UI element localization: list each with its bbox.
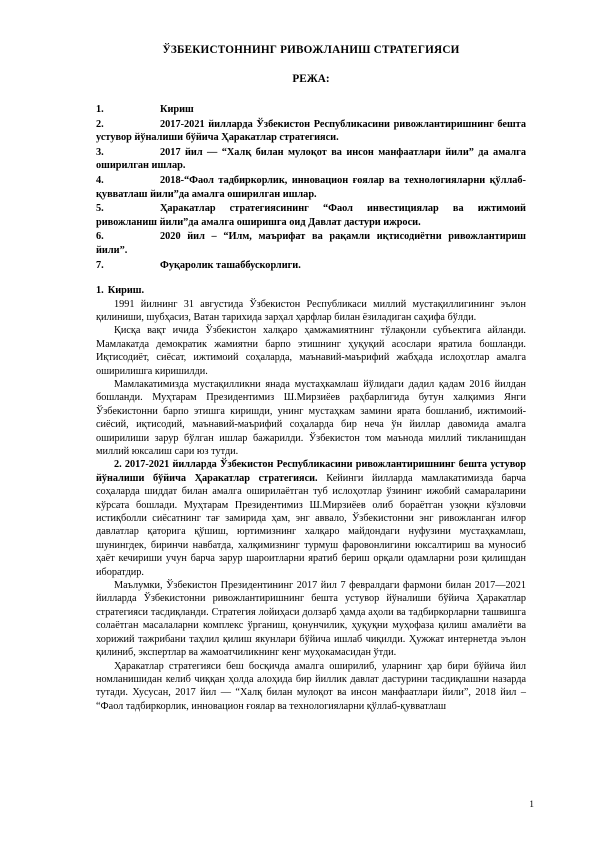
plan-item: [96, 146, 526, 173]
plan-item-text: 2020 йил – “Илм, маърифат ва рақамли иқтисодиётни ривожлантириш йили”.: [96, 231, 526, 256]
plan-item-text: 2017 йил — “Халқ билан мулоқот ва инсон манфаатлари йили” да амалга оширилган ишлар.: [96, 146, 526, 172]
paragraph: Ҳаракатлар стратегияси беш босқичда амалга оширилиб, уларнинг ҳар бири бўйича йил номланишидан келиб чиққан ҳолда алоҳида бир йиллик давлат дастурини тасдиқлашни назарда тутади. Хусусан, 2017 йил — “Халқ билан мулоқот ва инсон манфаатлари йили”, 2018 йил – “Фаол тадбиркорлик, инновацион ғоялар ва технологияларни қўллаб-қувватлаш: [96, 660, 526, 712]
page-number: 1: [529, 800, 534, 810]
section-2-text: Кейинги йилларда мамлакатимизда барча соҳаларда шиддат билан амалга оширилаётган туб ислоҳотлар ўзининг ижобий самараларини кўрсата бошлади. Муҳтарам Президентимиз Ш.Мирзиёев олиб бораётган узоқни кўзловчи истиқболли сиёсатнинг тағ замирида ҳам, энг аввало, Ўзбекистонни энг ривожланган илғор давлатлар қаторига қўшиш, юртимизнинг халқаро майдондаги нуфузини мустаҳкамлаш, шунингдек, биринчи навбатда, халқимизнинг турмуш фаровонлигини юксалтириш ва муносиб ҳаёт кечириши учун барча зарур шароитларни яратиб бериш орқали одамларни рози қилишдан иборатдир.: [96, 472, 526, 578]
plan-item-text: 2018-“Фаол тадбиркорлик, инновацион ғоялар ва технологияларни қўллаб-қувватлаш йили”да амалга оширилган ишлар.: [96, 174, 526, 200]
plan-item: [96, 230, 526, 257]
plan-item-text: 2017-2021 йилларда Ўзбекистон Республикасини ривожлантиришнинг бешта устувор йўналиши бўйича Ҳаракатлар стратегияси.: [96, 118, 526, 144]
plan-list: [96, 103, 526, 272]
plan-heading: РЕЖА:: [292, 73, 330, 85]
plan-item: [96, 103, 526, 117]
paragraph: 1991 йилнинг 31 августида Ўзбекистон Республикаси миллий мустақиллигининг эълон қилиниши, шубҳасиз, Ватан тарихида зарҳал ҳарфлар билан ёзиладиган саҳифа бўлди.: [96, 298, 526, 323]
paragraph: Қисқа вақт ичида Ўзбекистон халқаро ҳамжамиятнинг тўлақонли субъектига айланди. Мамлакатда демократик жамиятни барпо этишнинг ҳуқуқий асослари яратила бошланди. Иқтисодиёт, сиёсат, ижтимоий соҳаларда, маънавий-маърифий жабҳада ислоҳотлар амалга оширилишга киришилди.: [96, 325, 526, 377]
paragraph: Мамлакатимизда мустақилликни янада мустаҳкамлаш йўлидаги дадил қадам 2016 йилдан бошланди. Муҳтарам Президентимиз Ш.Мирзиёев раҳбарлигида бутун халқимиз Янги Ўзбекистонни барпо этишга киришди, унинг мустаҳкам замини ярата бошланиб, ижтимоий-сиёсий, иқтисодий, маънавий-маърифий соҳаларда бир неча ўн йиллар давомида амалга оширилиши зарур бўлган ишлар бажарилди. Ўзбекистон том маънода миллий тикланишдан миллий юксалиш сари юз тутди.: [96, 378, 526, 457]
plan-item-text: Ҳаракатлар стратегиясининг “Фаол инвестициялар ва ижтимоий ривожланиш йили”да амалга оширишга оид Давлат дастури ижроси.: [96, 203, 526, 228]
plan-item-text: Фуқаролик ташаббускорлиги.: [160, 259, 301, 271]
section-title: Кириш.: [107, 285, 145, 297]
plan-item-number: 6.: [96, 231, 104, 243]
plan-item-number: 3.: [96, 146, 104, 158]
plan-item-number: 5.: [96, 203, 104, 215]
section-number: 1.: [96, 285, 104, 297]
plan-item-number: 2.: [96, 118, 104, 130]
document-title: ЎЗБЕКИСТОННИНГ РИВОЖЛАНИШ СТРАТЕГИЯСИ: [162, 44, 460, 56]
plan-item: [96, 174, 526, 201]
paragraph: Маълумки, Ўзбекистон Президентининг 2017 йил 7 февралдаги фармони билан 2017—2021 йилларда Ўзбекистонни ривожлантиришнинг бешта устувор йўналиши бўйича Ҳаракатлар стратегияси тасдиқланди. Стратегия лойиҳаси долзарб ҳамда аҳоли ва тадбиркорларни ташвишга солаётган масалаларни комплекс ўрганиш, қонунчилик, ҳуқуқни муҳофаза қилиш амалиёти ва хорижий тажрибани таҳлил қилиш якунлари бўйича ишлаб чиқилди. Ҳужжат интернетда эълон қилиниб, экспертлар ва жамоатчиликнинг кенг муҳокамасидан ўтди.: [96, 580, 526, 659]
section-heading-intro: [96, 284, 526, 297]
plan-item: [96, 202, 526, 229]
section-2-heading: 2. 2017-2021 йилларда Ўзбекистон Республикасини ривожлантиришнинг бешта устувор йўналиши бўйича Ҳаракатлар стратегияси.: [96, 459, 526, 484]
plan-item-number: 1.: [96, 104, 104, 115]
plan-item-number: 4.: [96, 174, 104, 186]
plan-item-number: 7.: [96, 259, 104, 271]
plan-item: [96, 259, 526, 273]
paragraph-section-2: [96, 458, 526, 579]
plan-item: [96, 118, 526, 145]
plan-item-text: Кириш: [160, 104, 194, 115]
